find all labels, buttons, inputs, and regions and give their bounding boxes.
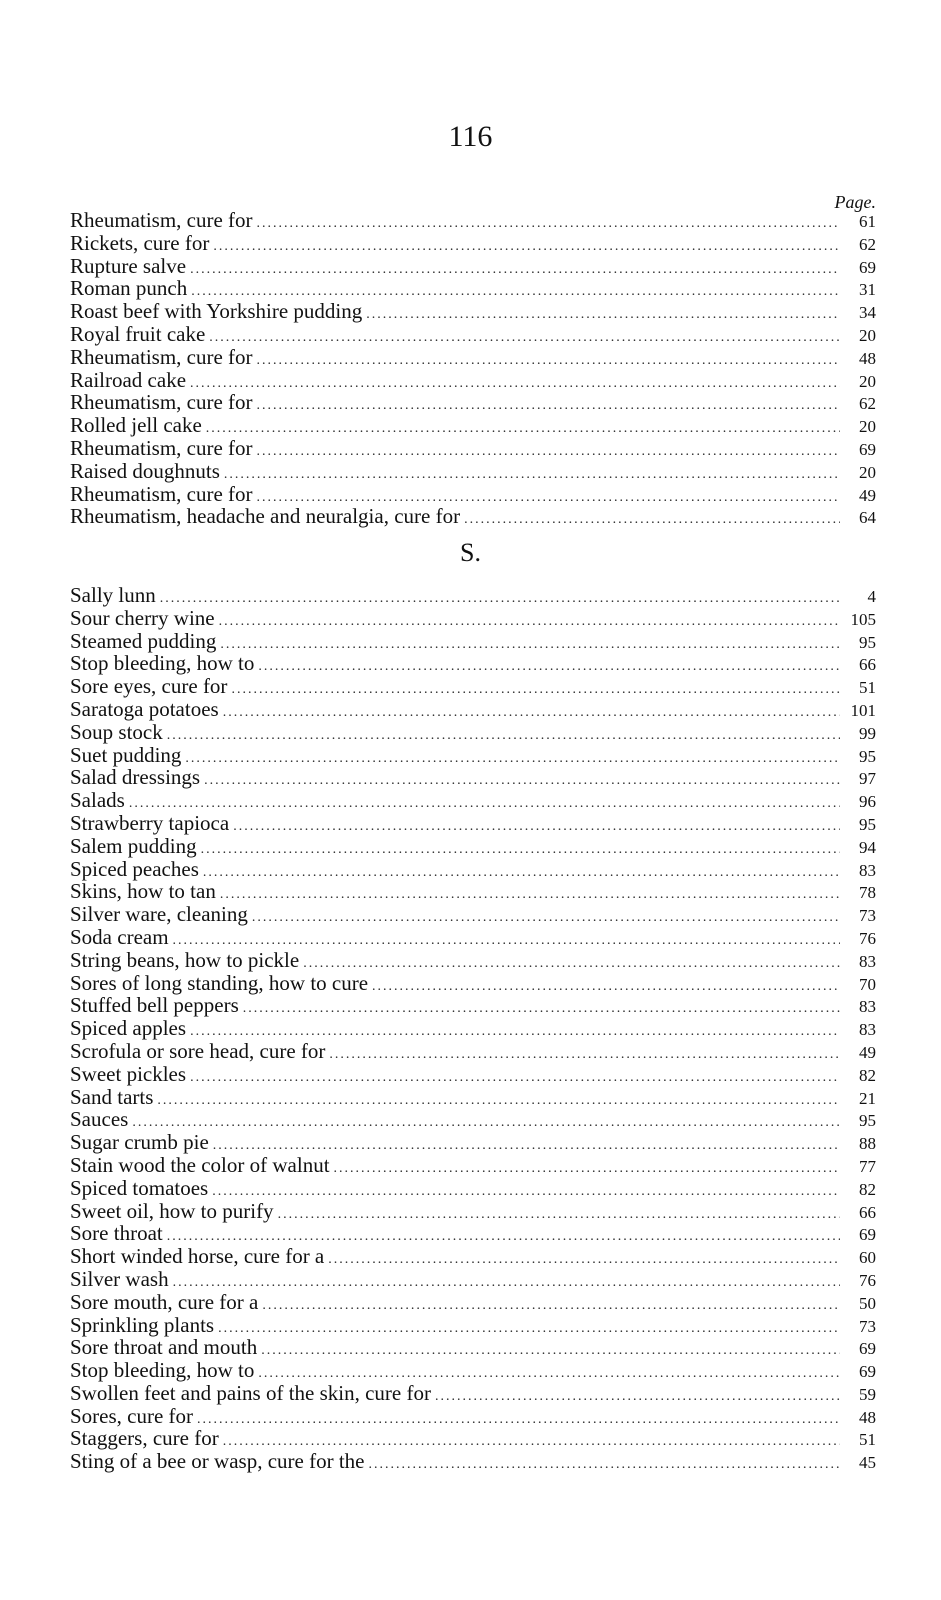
entry-label: Sore mouth, cure for a <box>70 1289 259 1314</box>
entry-label: Sore eyes, cure for <box>70 674 228 699</box>
entry-label: Stop bleeding, how to <box>70 1358 255 1383</box>
entry-label: Sores of long standing, how to cure <box>70 970 369 995</box>
dot-leader <box>278 1204 840 1227</box>
dot-leader <box>204 770 840 793</box>
entry-page-number: 82 <box>859 1179 876 1199</box>
entry-label: Stuffed bell peppers <box>70 993 239 1018</box>
index-entry <box>70 630 876 653</box>
dot-leader <box>303 953 840 976</box>
index-entry <box>70 1177 876 1200</box>
entry-page-number: 61 <box>859 212 876 231</box>
dot-leader <box>334 1158 840 1181</box>
dot-leader <box>328 1249 840 1272</box>
entry-label: Rheumatism, cure for <box>70 435 253 460</box>
index-entry <box>70 880 876 903</box>
index-entry <box>70 483 876 506</box>
entry-page-number: 83 <box>859 860 876 880</box>
entry-page-number: 73 <box>859 906 876 926</box>
dot-leader <box>243 998 840 1021</box>
index-entry <box>70 255 876 278</box>
entry-page-number: 82 <box>859 1065 876 1085</box>
dot-leader <box>257 441 840 464</box>
index-entry <box>70 926 876 949</box>
index-entry <box>70 346 876 369</box>
dot-leader <box>132 1112 840 1135</box>
dot-leader <box>257 213 840 236</box>
entry-label: Spiced tomatoes <box>70 1175 209 1200</box>
entry-label: Sugar crumb pie <box>70 1130 209 1155</box>
entry-label: Swollen feet and pains of the skin, cure for <box>70 1380 431 1405</box>
index-entry <box>70 505 876 528</box>
entry-label: Salem pudding <box>70 833 197 858</box>
entry-label: Salad dressings <box>70 765 201 790</box>
index-entry <box>70 232 876 255</box>
entry-page-number: 83 <box>859 997 876 1017</box>
dot-leader <box>160 588 840 611</box>
index-entry <box>70 1291 876 1314</box>
index-entry <box>70 1359 876 1382</box>
dot-leader <box>220 884 840 907</box>
dot-leader <box>203 862 840 885</box>
entry-label: Rolled jell cake <box>70 413 202 438</box>
dot-leader <box>190 259 840 282</box>
entry-label: Stain wood the color of walnut <box>70 1152 330 1177</box>
entry-page-number: 66 <box>859 1202 876 1222</box>
index-entry <box>70 698 876 721</box>
entry-label: Skins, how to tan <box>70 879 216 904</box>
entry-label: Scrofula or sore head, cure for <box>70 1038 326 1063</box>
index-entry <box>70 369 876 392</box>
page-number: 116 <box>448 120 493 153</box>
entry-label: Staggers, cure for <box>70 1426 219 1451</box>
dot-leader <box>372 976 840 999</box>
entry-label: Railroad cake <box>70 367 187 392</box>
entry-page-number: 60 <box>859 1248 876 1268</box>
entry-page-number: 50 <box>859 1293 876 1313</box>
index-entry <box>70 1131 876 1154</box>
index-entry <box>70 744 876 767</box>
index-entry <box>70 1200 876 1223</box>
dot-leader <box>258 656 840 679</box>
dot-leader <box>220 634 840 657</box>
entry-label: Silver wash <box>70 1266 169 1291</box>
dot-leader <box>212 1181 840 1204</box>
dot-leader <box>173 1272 840 1295</box>
dot-leader <box>218 1318 840 1341</box>
dot-leader <box>224 464 840 487</box>
dot-leader <box>329 1044 840 1067</box>
index-entry <box>70 414 876 437</box>
entry-label: Soda cream <box>70 924 169 949</box>
index-entry <box>70 721 876 744</box>
entry-label: Rickets, cure for <box>70 230 210 255</box>
dot-leader <box>167 725 840 748</box>
entry-page-number: 62 <box>859 234 876 254</box>
entry-page-number: 4 <box>867 587 876 606</box>
entry-page-number: 20 <box>859 371 876 391</box>
dot-leader <box>157 1090 840 1113</box>
index-entry <box>70 1336 876 1359</box>
dot-leader <box>233 816 840 839</box>
entry-label: Sting of a bee or wasp, cure for the <box>70 1449 365 1474</box>
entry-page-number: 94 <box>859 837 876 857</box>
index-entry <box>70 1108 876 1131</box>
entry-page-number: 69 <box>859 1339 876 1359</box>
entry-page-number: 51 <box>859 1430 876 1450</box>
dot-leader <box>213 236 840 259</box>
entry-page-number: 69 <box>859 1225 876 1245</box>
index-entry <box>70 1382 876 1405</box>
entry-label: Spiced apples <box>70 1016 187 1041</box>
entry-page-number: 45 <box>859 1453 876 1473</box>
entry-page-number: 95 <box>859 1111 876 1131</box>
entry-page-number: 69 <box>859 257 876 277</box>
entry-page-number: 76 <box>859 1270 876 1290</box>
index-entry <box>70 652 876 675</box>
index-entry <box>70 1405 876 1428</box>
entry-page-number: 62 <box>859 394 876 414</box>
entry-page-number: 51 <box>859 678 876 698</box>
entry-page-number: 101 <box>850 700 876 720</box>
index-entry <box>70 766 876 789</box>
dot-leader <box>366 304 840 327</box>
entry-page-number: 69 <box>859 439 876 459</box>
dot-leader <box>197 1409 840 1432</box>
index-entry <box>70 1427 876 1450</box>
entry-label: Sore throat and mouth <box>70 1335 258 1360</box>
entry-page-number: 48 <box>859 348 876 368</box>
dot-leader <box>252 907 840 930</box>
dot-leader <box>201 839 840 862</box>
entry-label: Suet pudding <box>70 742 182 767</box>
page-column-label: Page. <box>834 192 876 212</box>
entry-page-number: 20 <box>859 325 876 345</box>
entry-page-number: 73 <box>859 1316 876 1336</box>
entry-label: Rheumatism, cure for <box>70 390 253 415</box>
entry-label: Spiced peaches <box>70 856 199 881</box>
entry-label: Rheumatism, headache and neuralgia, cure for <box>70 504 461 529</box>
dot-leader <box>257 395 840 418</box>
entry-label: Sprinkling plants <box>70 1312 215 1337</box>
dot-leader <box>190 1067 840 1090</box>
index-entry <box>70 1222 876 1245</box>
index-entry <box>70 835 876 858</box>
index-entry <box>70 812 876 835</box>
entry-page-number: 70 <box>859 974 876 994</box>
entry-label: Sore throat <box>70 1221 163 1246</box>
dot-leader <box>129 793 840 816</box>
entry-label: Sweet oil, how to purify <box>70 1198 274 1223</box>
index-entry <box>70 277 876 300</box>
entry-label: Sores, cure for <box>70 1403 194 1428</box>
entry-label: Sally lunn <box>70 583 156 607</box>
entry-label: String beans, how to pickle <box>70 947 300 972</box>
index-entry <box>70 994 876 1017</box>
entry-label: Roast beef with Yorkshire pudding <box>70 299 363 324</box>
dot-leader <box>190 373 840 396</box>
entry-page-number: 64 <box>859 508 876 528</box>
dot-leader <box>435 1386 840 1409</box>
entry-label: Rupture salve <box>70 253 187 278</box>
entry-page-number: 83 <box>859 951 876 971</box>
index-section-s <box>70 584 876 1473</box>
entry-page-number: 48 <box>859 1407 876 1427</box>
index-section-r <box>70 209 876 528</box>
entry-page-number: 96 <box>859 792 876 812</box>
entry-label: Short winded horse, cure for a <box>70 1244 325 1269</box>
dot-leader <box>219 611 840 634</box>
entry-label: Silver ware, cleaning <box>70 902 248 927</box>
dot-leader <box>185 748 840 771</box>
dot-leader <box>262 1295 840 1318</box>
entry-label: Raised doughnuts <box>70 458 220 483</box>
index-entry <box>70 584 876 607</box>
dot-leader <box>231 679 840 702</box>
index-entry <box>70 949 876 972</box>
entry-label: Sand tarts <box>70 1084 154 1109</box>
index-entry <box>70 1086 876 1109</box>
entry-page-number: 78 <box>859 883 876 903</box>
entry-page-number: 66 <box>859 655 876 675</box>
entry-page-number: 69 <box>859 1362 876 1382</box>
dot-leader <box>223 702 840 725</box>
entry-page-number: 34 <box>859 303 876 323</box>
index-entry <box>70 789 876 812</box>
entry-page-number: 95 <box>859 632 876 652</box>
entry-page-number: 49 <box>859 1042 876 1062</box>
index-entry <box>70 391 876 414</box>
entry-page-number: 97 <box>859 769 876 789</box>
entry-label: Sweet pickles <box>70 1061 187 1086</box>
entry-page-number: 95 <box>859 746 876 766</box>
entry-label: Soup stock <box>70 719 163 744</box>
index-entry <box>70 460 876 483</box>
entry-page-number: 21 <box>859 1088 876 1108</box>
index-entry <box>70 858 876 881</box>
entry-label: Saratoga potatoes <box>70 696 219 721</box>
entry-label: Stop bleeding, how to <box>70 651 255 676</box>
index-entry <box>70 1314 876 1337</box>
entry-page-number: 49 <box>859 485 876 505</box>
entry-page-number: 99 <box>859 723 876 743</box>
index-entry <box>70 903 876 926</box>
index-entry <box>70 1154 876 1177</box>
index-entry <box>70 323 876 346</box>
entry-label: Strawberry tapioca <box>70 810 230 835</box>
entry-label: Roman punch <box>70 276 188 301</box>
index-entry <box>70 1245 876 1268</box>
entry-page-number: 76 <box>859 928 876 948</box>
entry-page-number: 95 <box>859 814 876 834</box>
index-entry <box>70 1063 876 1086</box>
entry-page-number: 105 <box>850 609 876 629</box>
index-entry <box>70 1040 876 1063</box>
index-entry <box>70 300 876 323</box>
index-entry <box>70 1450 876 1473</box>
dot-leader <box>464 509 840 532</box>
entry-page-number: 77 <box>859 1156 876 1176</box>
entry-label: Rheumatism, cure for <box>70 481 253 506</box>
entry-label: Rheumatism, cure for <box>70 344 253 369</box>
entry-page-number: 59 <box>859 1384 876 1404</box>
entry-page-number: 20 <box>859 417 876 437</box>
entry-label: Rheumatism, cure for <box>70 208 253 232</box>
dot-leader <box>209 327 840 350</box>
index-entry <box>70 972 876 995</box>
index-entry <box>70 607 876 630</box>
entry-page-number: 88 <box>859 1134 876 1154</box>
dot-leader <box>206 418 840 441</box>
dot-leader <box>261 1340 840 1363</box>
entry-label: Sauces <box>70 1107 129 1132</box>
entry-label: Steamed pudding <box>70 628 217 653</box>
entry-label: Salads <box>70 788 125 813</box>
dot-leader <box>257 350 840 373</box>
index-entry <box>70 1017 876 1040</box>
index-entry <box>70 209 876 232</box>
entry-page-number: 31 <box>859 280 876 300</box>
entry-label: Sour cherry wine <box>70 605 215 630</box>
entry-label: Royal fruit cake <box>70 321 206 346</box>
letter-heading-s: S. <box>460 538 481 567</box>
entry-page-number: 20 <box>859 462 876 482</box>
entry-page-number: 83 <box>859 1020 876 1040</box>
index-entry <box>70 675 876 698</box>
index-entry <box>70 1268 876 1291</box>
dot-leader <box>368 1454 840 1477</box>
index-entry <box>70 437 876 460</box>
